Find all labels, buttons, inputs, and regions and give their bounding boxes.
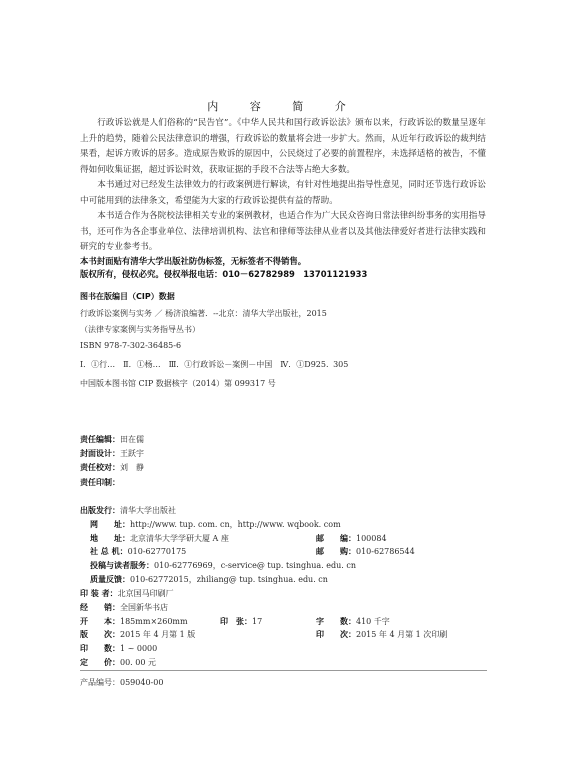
staff-row-editor	[80, 433, 500, 447]
zip-value: 100084	[356, 533, 387, 543]
distributor-label: 经 销：	[80, 602, 120, 612]
web-value: http://www. tup. com. cn，http://www. wqbook. com	[130, 519, 341, 529]
cip-block	[80, 289, 500, 392]
format-label: 开 本：	[80, 616, 120, 626]
cip-title: 图书在版编目（CIP）数据	[80, 292, 175, 301]
mail-order-label: 邮 购：	[316, 547, 356, 557]
publisher-block	[80, 504, 500, 587]
publisher-address-row	[80, 532, 500, 546]
service-label: 投稿与读者服务：	[90, 561, 154, 571]
cip-series-line: （法律专家案例与实务指导丛书）	[80, 325, 200, 334]
impression-field	[316, 628, 447, 642]
edition-value: 2015 年 4 月第 1 版	[120, 630, 196, 640]
price-label: 定 价：	[80, 657, 120, 667]
format-row	[80, 615, 500, 629]
copyright-notice	[80, 255, 500, 281]
print-count-label: 印 数：	[80, 644, 120, 654]
price-row	[80, 656, 500, 670]
intro-paragraph: 行政诉讼就是人们俗称的“民告官”。《中华人民共和国行政诉讼法》颁布以来，行政诉讼的数量呈逐年上升的趋势，随着公民法律意识的增强，行政诉讼的数量将会进一步扩大。然而，从近年行政诉讼的裁判结果看，起诉方败诉的居多。造成原告败诉的原因中，公民烧过了必要的前置程序，未选择适格的被告，不懂得如何收集证据，超过诉讼时效，获取证据的手段不合法等占绝大多数。	[80, 118, 486, 175]
staff-row-cover	[80, 447, 500, 461]
mail-order-value: 010-62786544	[356, 547, 415, 557]
staff-label: 封面设计：	[80, 449, 120, 459]
intro-title: 内 容 简 介	[207, 100, 360, 113]
impression-label: 印 次：	[316, 630, 356, 640]
print-count-value: 1 ~ 0000	[120, 644, 158, 654]
publisher-web-row	[80, 518, 500, 532]
staff-label: 责任校对：	[80, 463, 120, 473]
intro-paragraph: 本书通过对已经发生法律效力的行政案例进行解读，有针对性地提出指导性意见，同时还节选行政诉讼中可能用到的法律条文，希望能为大家的行政诉讼提供有益的帮助。	[80, 180, 486, 206]
mail-order-field	[316, 545, 415, 559]
publisher-quality-row	[80, 573, 500, 587]
printer-label: 印 装 者：	[80, 589, 118, 598]
words-field	[316, 615, 390, 629]
staff-value: 王跃宇	[120, 449, 144, 459]
service-value: 010-62776969，c-service@ tup. tsinghua. edu. cn	[154, 561, 356, 571]
publisher-name: 清华大学出版社	[120, 506, 176, 515]
distributor-row	[80, 601, 500, 615]
edition-row	[80, 628, 500, 642]
intro-paragraph: 本书适合作为各院校法律相关专业的案例教材，也适合作为广大民众咨询日常法律纠纷事务的实用指导书，还可作为各企事业单位、法律培训机构、法官和律师等法律从业者以及其他法律爱好者进行法律实践和研究的专业参考书。	[80, 211, 486, 252]
quality-label: 质量反馈：	[90, 574, 130, 584]
publisher-phone-row	[80, 545, 500, 559]
publisher-service-row	[80, 559, 500, 573]
print-block	[80, 587, 500, 670]
staff-block	[80, 433, 500, 490]
staff-row-proof	[80, 461, 500, 475]
print-count-row	[80, 642, 500, 656]
staff-value: 田在儒	[120, 435, 144, 444]
cip-classification: Ⅰ．①行… Ⅱ．①杨… Ⅲ．①行政诉讼－案例－中国 Ⅳ．①D925. 305	[80, 360, 349, 369]
intro-body	[80, 116, 486, 256]
words-label: 字 数：	[316, 616, 356, 626]
distributor-value: 全国新华书店	[120, 602, 168, 612]
zip-label: 邮 编：	[316, 533, 356, 543]
zip-field	[316, 532, 387, 546]
cip-isbn: ISBN 978-7-302-36485-6	[80, 341, 182, 350]
quality-value: 010-62772015，zhiliang@ tup. tsinghua. edu. cn	[130, 574, 328, 584]
staff-label: 责任印制：	[80, 477, 120, 487]
switchboard-label: 社 总 机：	[90, 547, 128, 557]
publisher-label: 出版发行：	[80, 506, 120, 515]
staff-value: 刘 静	[120, 463, 144, 473]
sheets-label: 印 张：	[220, 616, 252, 626]
divider	[80, 670, 487, 671]
staff-label: 责任编辑：	[80, 435, 120, 444]
price-value: 00. 00 元	[120, 657, 156, 667]
cip-book-line: 行政诉讼案例与实务 ／ 杨济浪编著．--北京：清华大学出版社，2015	[80, 309, 327, 318]
publisher-row	[80, 504, 500, 518]
switchboard-value: 010-62770175	[127, 547, 187, 557]
sheets-value: 17	[252, 616, 263, 626]
product-number: 产品编号：059040-00	[80, 678, 164, 687]
cip-check-number: 中国版本图书馆 CIP 数据核字（2014）第 099317 号	[80, 379, 276, 388]
printer-value: 北京国马印刷厂	[117, 589, 174, 598]
staff-row-print	[80, 476, 500, 490]
web-label: 网 址：	[90, 519, 130, 529]
address-label: 地 址：	[90, 533, 130, 543]
impression-value: 2015 年 4 月第 1 次印刷	[356, 630, 448, 640]
rights-notice: 版权所有，侵权必究。侵权举报电话：010－62782989 13701121933	[80, 269, 368, 279]
sheets-field	[220, 615, 262, 629]
anti-counterfeit-notice: 本书封面贴有清华大学出版社防伪标签，无标签者不得销售。	[80, 256, 307, 266]
address-value: 北京清华大学学研大厦 A 座	[130, 533, 229, 543]
format-value: 185mm×260mm	[120, 616, 188, 626]
words-value: 410 千字	[356, 616, 390, 626]
printer-row	[80, 587, 500, 601]
edition-label: 版 次：	[80, 630, 120, 640]
